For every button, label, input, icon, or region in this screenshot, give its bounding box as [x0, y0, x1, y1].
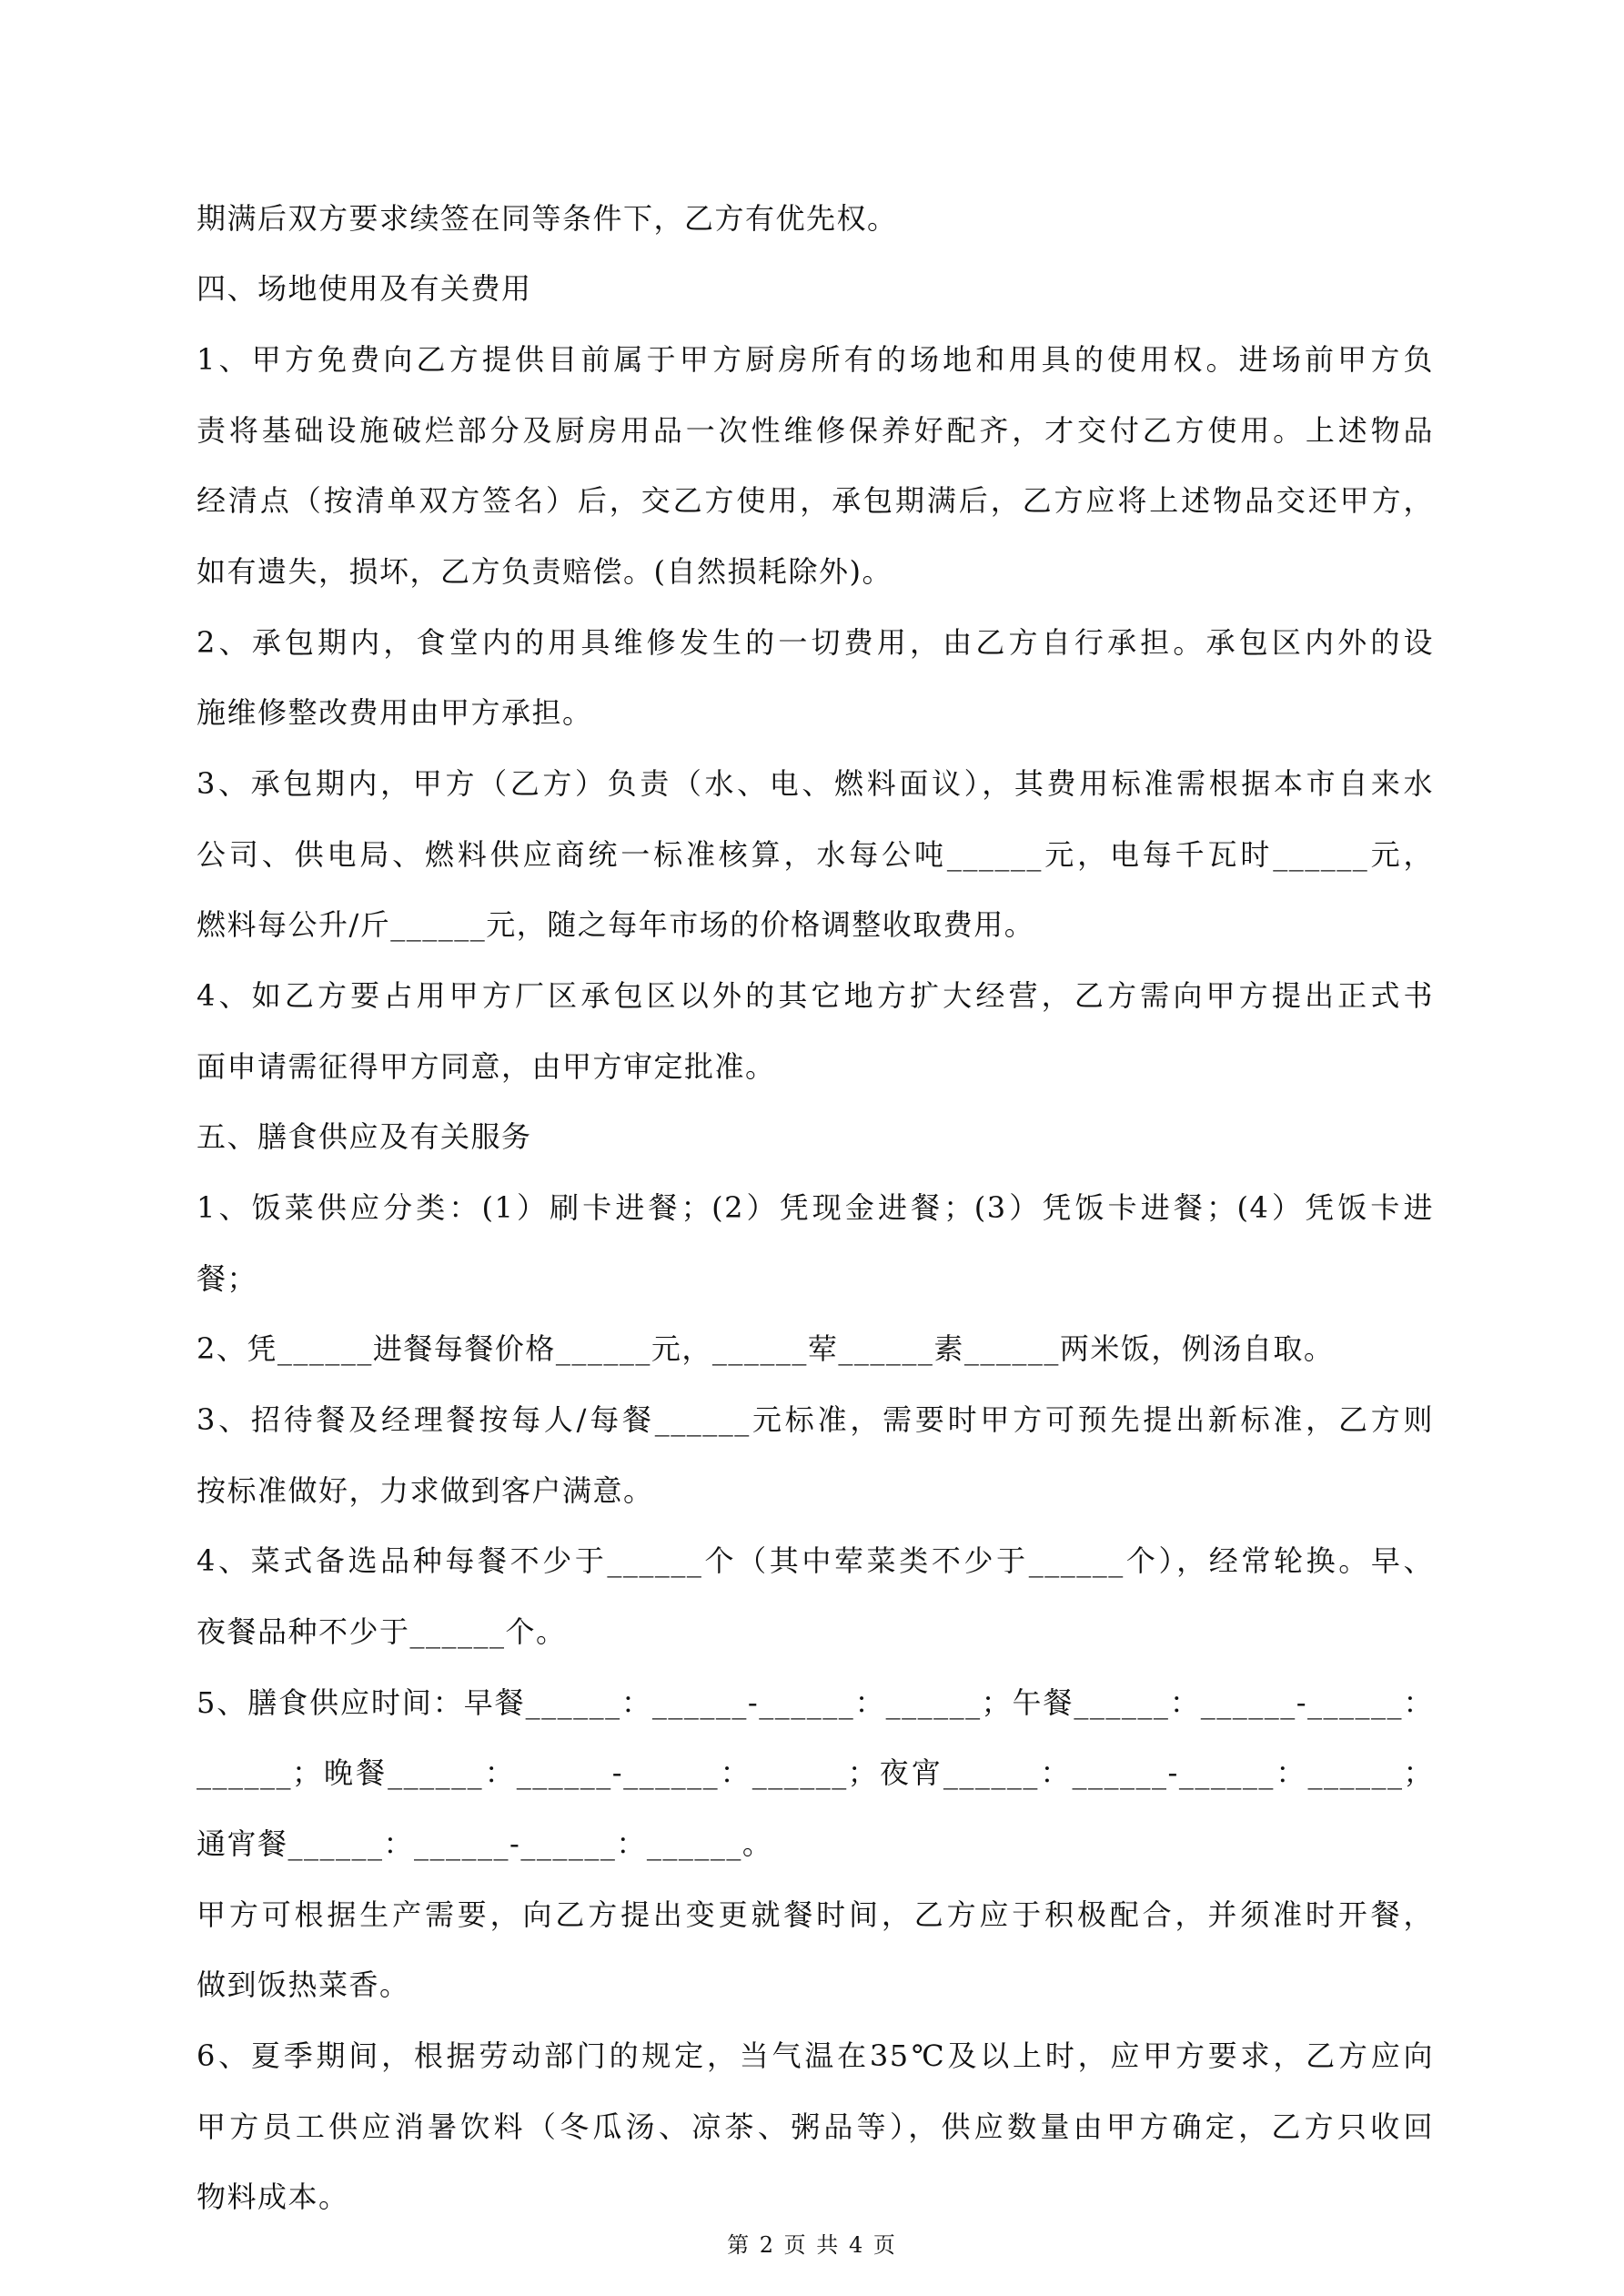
section-heading: 四、场地使用及有关费用: [197, 271, 532, 306]
page-number-footer: 第 2 页 共 4 页: [727, 2232, 897, 2258]
text-line: 甲方员工供应消暑饮料（冬瓜汤、凉茶、粥品等），供应数量由甲方确定，乙方只收回: [197, 2109, 1434, 2144]
text-line: 3、招待餐及经理餐按每人/每餐______元标准，需要时甲方可预先提出新标准，乙方则: [197, 1402, 1434, 1437]
text-line: 经清点（按清单双方签名）后，交乙方使用，承包期满后，乙方应将上述物品交还甲方，: [197, 483, 1434, 518]
text-line: 5、膳食供应时间：早餐______：______-______：______；午餐______：______-______：: [197, 1685, 1434, 1720]
text-line: 1、饭菜供应分类：(1）刷卡进餐；(2）凭现金进餐；(3）凭饭卡进餐；(4）凭饭卡进: [197, 1190, 1434, 1225]
text-line: 面申请需征得甲方同意，由甲方审定批准。: [197, 1049, 776, 1084]
text-line: 2、凭______进餐每餐价格______元，______荤______素______两米饭，例汤自取。: [197, 1331, 1335, 1366]
text-line: 如有遗失，损坏，乙方负责赔偿。(自然损耗除外)。: [197, 554, 893, 589]
text-line: 6、夏季期间，根据劳动部门的规定，当气温在35℃及以上时，应甲方要求，乙方应向: [197, 2038, 1434, 2073]
text-line: 公司、供电局、燃料供应商统一标准核算，水每公吨______元，电每千瓦时______元，: [197, 837, 1434, 872]
text-line: 4、菜式备选品种每餐不少于______个（其中荤菜类不少于______个），经常轮换。早、: [197, 1543, 1434, 1578]
section-heading: 五、膳食供应及有关服务: [197, 1119, 532, 1154]
text-line: 通宵餐______：______-______：______。: [197, 1826, 773, 1861]
text-line: 4、如乙方要占用甲方厂区承包区以外的其它地方扩大经营，乙方需向甲方提出正式书: [197, 978, 1434, 1013]
text-line: 3、承包期内，甲方（乙方）负责（水、电、燃料面议），其费用标准需根据本市自来水: [197, 766, 1434, 801]
text-line: 2、承包期内，食堂内的用具维修发生的一切费用，由乙方自行承担。承包区内外的设: [197, 625, 1434, 660]
text-line: 餐；: [197, 1261, 258, 1296]
text-line: 1、甲方免费向乙方提供目前属于甲方厨房所有的场地和用具的使用权。进场前甲方负: [197, 342, 1434, 377]
text-line: 责将基础设施破烂部分及厨房用品一次性维修保养好配齐，才交付乙方使用。上述物品: [197, 413, 1434, 448]
text-line: 做到饭热菜香。: [197, 1967, 410, 2002]
text-line: 期满后双方要求续签在同等条件下，乙方有优先权。: [197, 201, 898, 236]
text-line: 甲方可根据生产需要，向乙方提出变更就餐时间，乙方应于积极配合，并须准时开餐，: [197, 1897, 1434, 1932]
text-line: 燃料每公升/斤______元，随之每年市场的价格调整收取费用。: [197, 907, 1035, 942]
text-line: 按标准做好，力求做到客户满意。: [197, 1473, 654, 1508]
text-line: 施维修整改费用由甲方承担。: [197, 695, 593, 730]
text-line: ______；晚餐______：______-______：______；夜宵______：______-______：______；: [197, 1755, 1434, 1790]
text-line: 夜餐品种不少于______个。: [197, 1614, 567, 1649]
text-line: 物料成本。: [197, 2180, 349, 2214]
